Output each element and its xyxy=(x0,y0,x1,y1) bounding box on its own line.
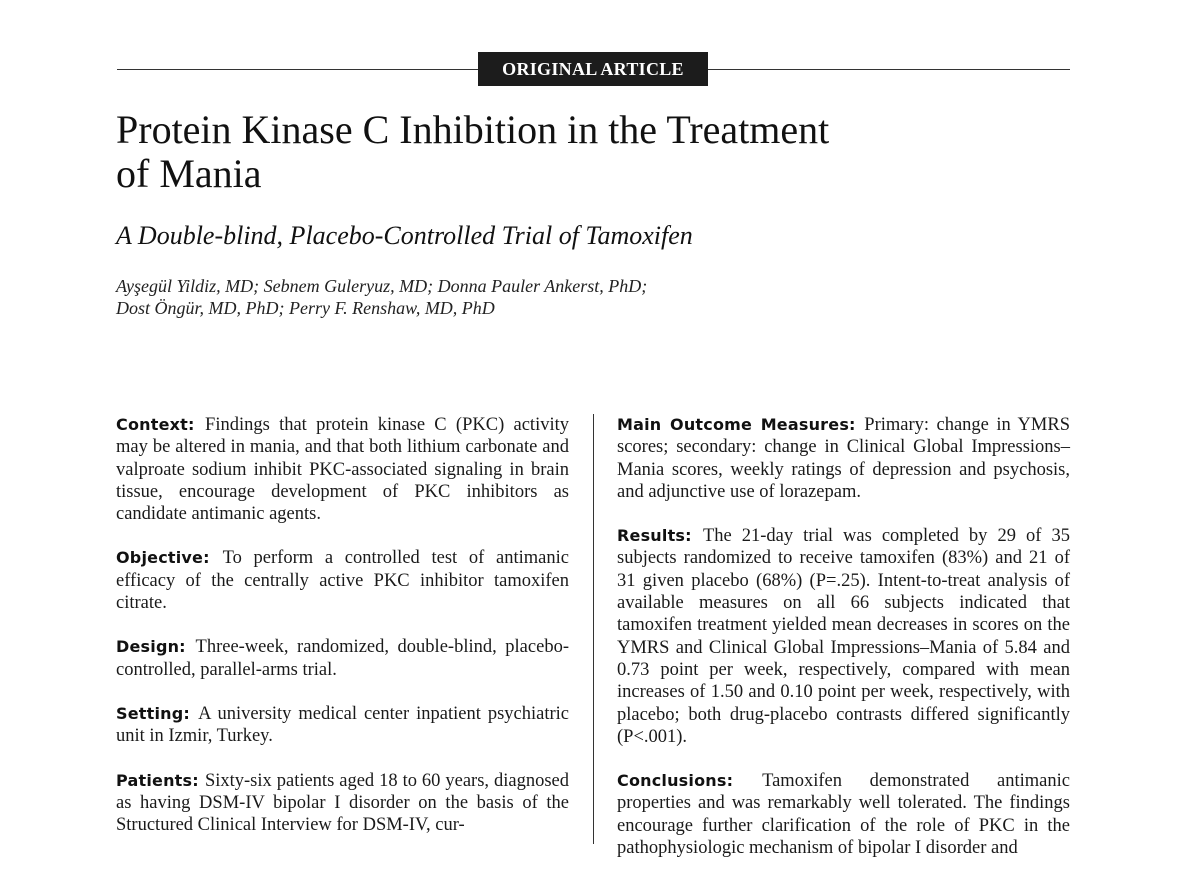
objective-label: Objective: xyxy=(116,548,210,568)
abstract-right-column xyxy=(617,414,1070,881)
patients-text: Sixty-six patients aged 18 to 60 years, diagnosed as having DSM-IV bipolar I disorder on the basis of the Structured Clinical Interview for DSM-IV, cur- xyxy=(116,770,569,836)
author-list xyxy=(116,275,816,319)
objective-text: To perform a controlled test of antimanic efficacy of the centrally active PKC inhibitor tamoxifen citrate. xyxy=(116,548,569,614)
conclusions-text: Tamoxifen demonstrated antimanic properties and was remarkably well tolerated. The findings encourage further clarification of the role of PKC in the pathophysiologic mechanism of bipolar I disorder and xyxy=(617,771,1070,859)
context-text: Findings that protein kinase C (PKC) activity may be altered in mania, and that both lithium carbonate and valproate sodium inhibit PKC-associated signaling in brain tissue, encourage development of PKC inhibitors as candidate antimanic agents. xyxy=(116,415,569,525)
article-title xyxy=(116,108,1016,196)
abstract-setting xyxy=(116,703,569,748)
design-text: Three-week, randomized, double-blind, placebo-controlled, parallel-arms trial. xyxy=(116,637,569,680)
main-outcome-measures-label: Main Outcome Measures: xyxy=(617,415,856,434)
setting-text: A university medical center inpatient psychiatric unit in Izmir, Turkey. xyxy=(116,703,569,747)
patients-label: Patients: xyxy=(116,770,199,790)
article-title-line-2: of Mania xyxy=(116,151,262,196)
setting-label: Setting: xyxy=(116,703,190,723)
article-subtitle: A Double-blind, Placebo-Controlled Trial of Tamoxifen xyxy=(116,221,693,250)
column-divider xyxy=(593,414,594,844)
section-label: ORIGINAL ARTICLE xyxy=(478,52,708,86)
abstract-conclusions xyxy=(617,770,1070,859)
authors-line-1: Ayşegül Yildiz, MD; Sebnem Guleryuz, MD; Donna Pauler Ankerst, PhD; xyxy=(116,276,648,296)
main-outcome-measures-text: Primary: change in YMRS scores; secondary: change in Clinical Global Impressions–Mania scores, weekly ratings of depression and psychosis, and adjunctive use of lorazepam. xyxy=(617,415,1070,502)
context-label: Context: xyxy=(116,415,195,434)
results-label: Results: xyxy=(617,526,692,546)
article-title-line-1: Protein Kinase C Inhibition in the Treatment xyxy=(116,107,830,152)
abstract-main-outcome-measures xyxy=(617,414,1070,503)
design-label: Design: xyxy=(116,637,186,657)
header-rule-right xyxy=(708,69,1070,70)
results-text: The 21-day trial was completed by 29 of 35 subjects randomized to receive tamoxifen (83%) and 21 of 31 given placebo (68%) (P=.25). Intent-to-treat analysis of available measures on all 66 subjects indicated that tamoxifen treatment yielded mean decreases in scores on the YMRS and Clinical Global Impressions–Mania of 5.84 and 0.73 point per week, respectively, compared with mean increases of 1.50 and 0.10 point per week, respectively, with placebo; both drug-placebo contrasts differed significantly (P<.001). xyxy=(617,526,1070,747)
authors-line-2: Dost Öngür, MD, PhD; Perry F. Renshaw, MD, PhD xyxy=(116,298,495,318)
abstract-design xyxy=(116,636,569,681)
abstract-context xyxy=(116,414,569,525)
abstract-objective xyxy=(116,547,569,614)
abstract-left-column xyxy=(116,414,569,858)
conclusions-label: Conclusions: xyxy=(617,771,734,791)
abstract-results xyxy=(617,525,1070,748)
header-rule-left xyxy=(117,69,479,70)
abstract-patients xyxy=(116,770,569,837)
